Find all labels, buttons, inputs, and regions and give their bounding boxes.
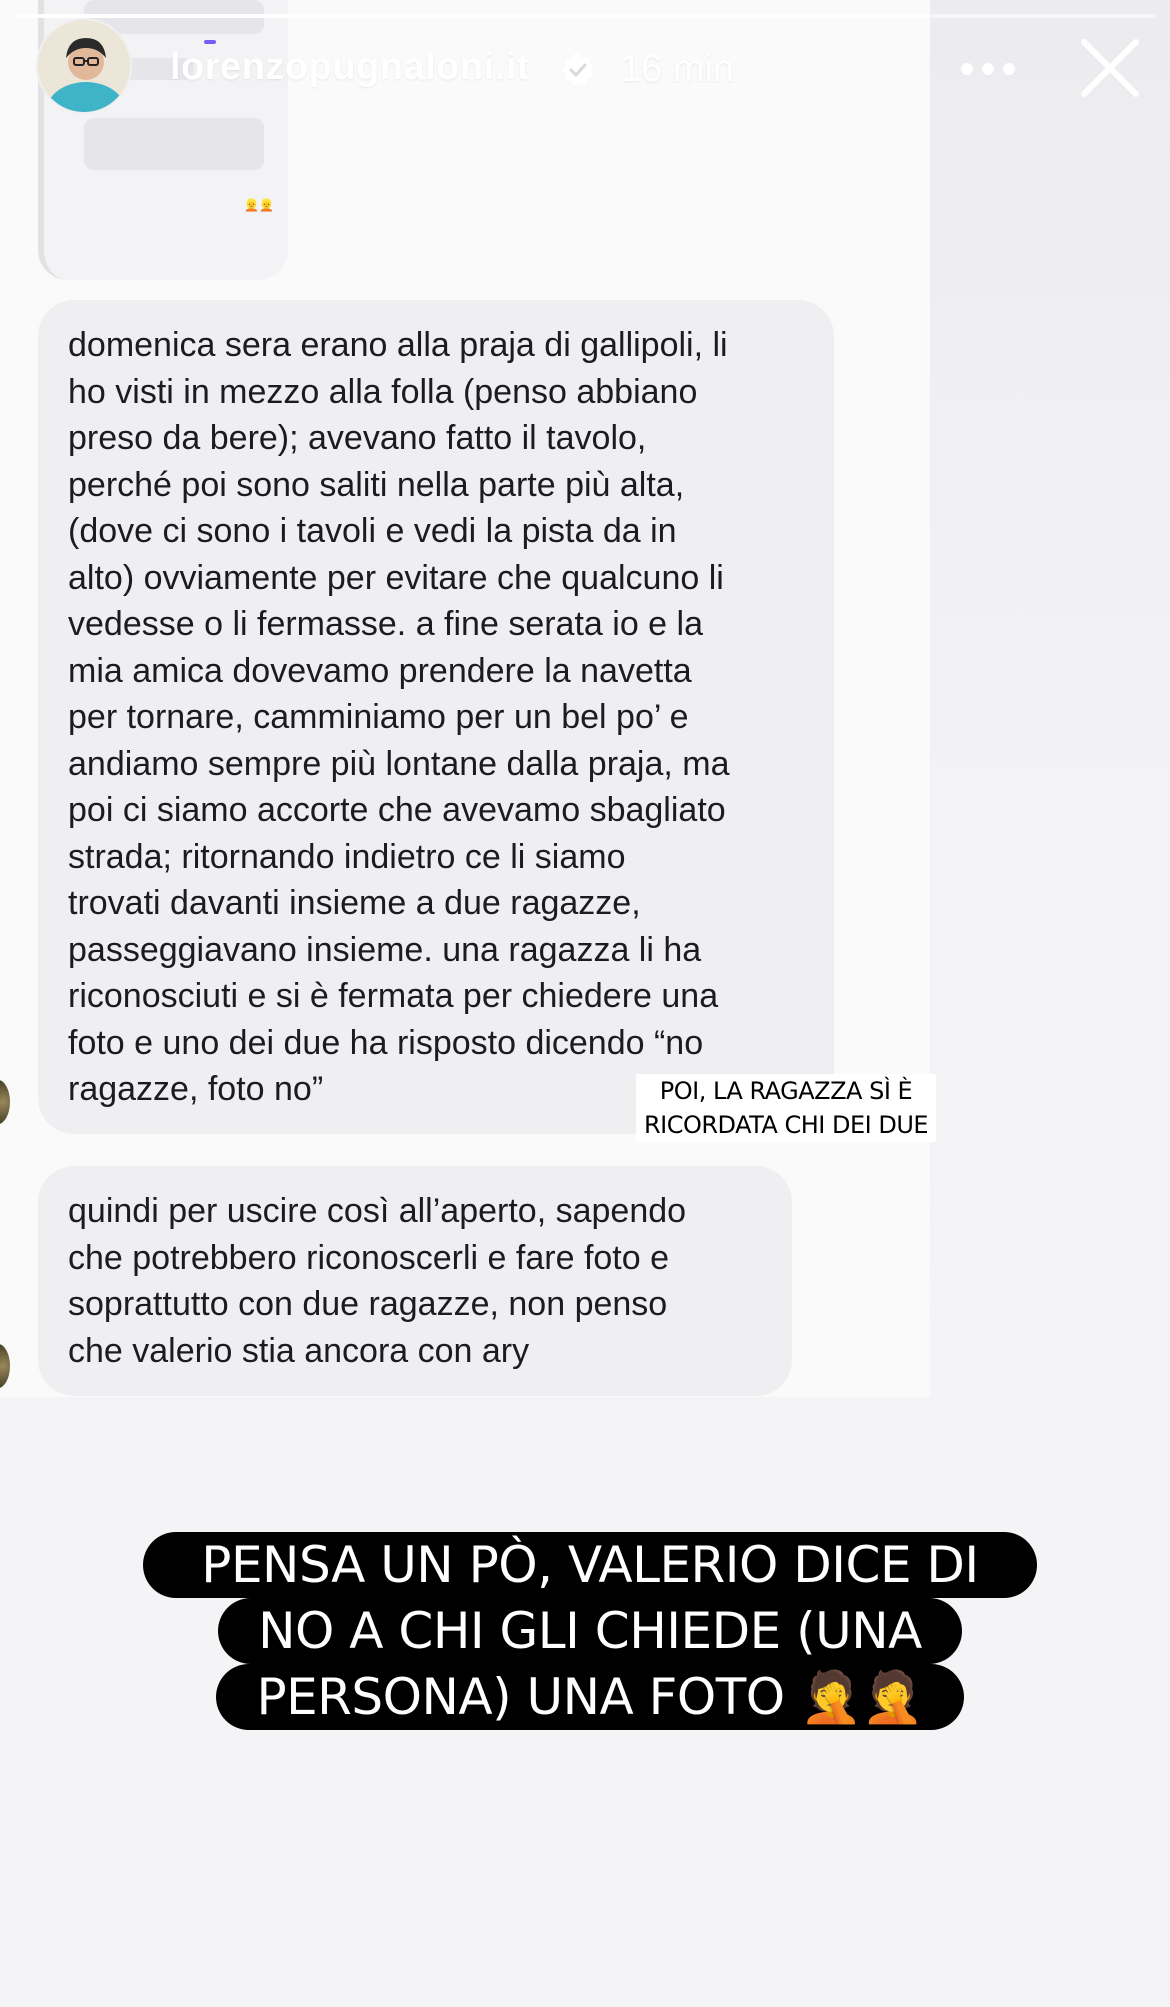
message-bubble — [38, 1166, 792, 1396]
avatar-image — [38, 20, 132, 114]
sender-avatar-edge — [0, 1344, 10, 1388]
close-icon[interactable] — [1078, 36, 1142, 100]
sender-avatar-edge — [0, 1080, 10, 1124]
caption-line: NO A CHI GLI CHIEDE (UNA — [218, 1598, 962, 1664]
post-time: 16 min — [620, 48, 735, 90]
caption-line: PERSONA) UNA FOTO 🤦🤦 — [216, 1664, 963, 1730]
message-text: domenica sera erano alla praja di gallipoli, li ho visti in mezzo alla folla (penso abbiano preso da bere); avevano fatto il tavolo, perché poi sono saliti nella parte più alta, (dove ci sono i tavoli e vedi la pista da in alto) ovviamente per evitare che qualcuno li vedesse o li fermasse. a fine serata io e la mia amica dovevamo prendere la navetta per tornare, camminiamo per un bel po’ e andiamo sempre più lontane dalla praja, ma poi ci siamo accorte che avevamo sbagliato strada; ritornando indietro ce li siamo trovati davanti insieme a due ragazze, passeggiavano insieme. una ragazza li ha riconosciuti e si è fermata per chiedere una foto e uno dei due ha risposto dicendo “no ragazze, foto no” — [68, 326, 730, 1108]
caption-small-text: POI, LA RAGAZZA SÌ È RICORDATA CHI DEI DUE — [643, 1077, 929, 1139]
caption-big — [130, 1532, 1050, 1730]
profile-avatar[interactable] — [36, 18, 132, 114]
mini-message — [84, 118, 264, 170]
username[interactable]: lorenzopugnaloni.it — [170, 46, 530, 88]
story-header — [0, 18, 1170, 122]
mini-emoji: 👱👱 — [244, 198, 274, 212]
caption-line: PENSA UN PÒ, VALERIO DICE DI — [143, 1532, 1036, 1598]
verified-badge-icon — [560, 52, 596, 88]
caption-small — [636, 1074, 936, 1142]
message-text: quindi per uscire così all’aperto, sapendo che potrebbero riconoscerli e fare foto e soprattutto con due ragazze, non penso che valerio stia ancora con ary — [68, 1192, 687, 1370]
message-bubble — [38, 300, 834, 1134]
more-horizontal-icon[interactable] — [960, 62, 1016, 76]
